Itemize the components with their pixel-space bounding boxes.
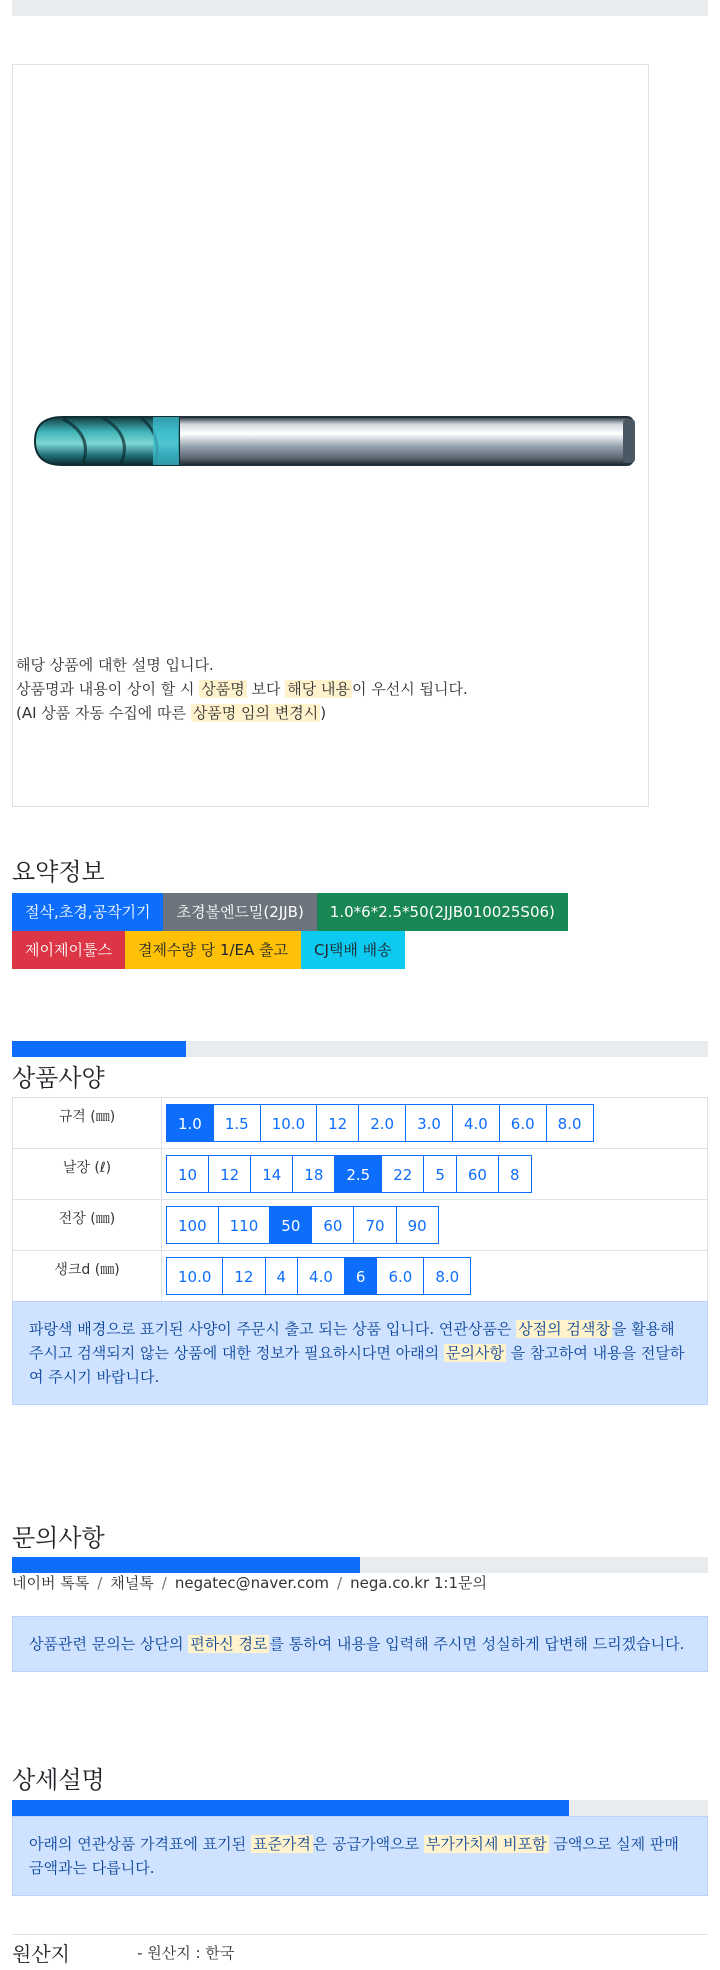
spec-option[interactable]: 60: [456, 1155, 499, 1193]
contact-links: [12, 1572, 487, 1593]
highlight-inquiry: 문의사항: [445, 1344, 504, 1362]
spec-option-selected[interactable]: 6: [344, 1257, 378, 1295]
spec-row: [13, 1098, 708, 1149]
spec-row-label: 규격 (㎜): [13, 1098, 162, 1149]
highlight-name-change: 상품명 임의 변경시: [192, 704, 319, 722]
email-link[interactable]: negatec@naver.com: [174, 1574, 330, 1592]
spec-option[interactable]: 12: [208, 1155, 251, 1193]
spec-row-options: [162, 1251, 708, 1302]
spec-option[interactable]: 14: [250, 1155, 293, 1193]
channel-talk-link[interactable]: 채널톡: [110, 1574, 154, 1592]
highlight-route: 편하신 경로: [190, 1635, 268, 1653]
spec-progress-bar: [12, 1041, 708, 1057]
spec-option[interactable]: 110: [218, 1206, 271, 1244]
origin-row: [12, 1934, 708, 1967]
spec-option[interactable]: 6.0: [376, 1257, 424, 1295]
spec-row-label: 날장 (ℓ): [13, 1149, 162, 1200]
spec-option[interactable]: 100: [166, 1206, 219, 1244]
detail-progress-fill: [12, 1800, 569, 1816]
spec-option[interactable]: 12: [316, 1104, 359, 1142]
spec-row-options: [162, 1200, 708, 1251]
spec-option[interactable]: 22: [381, 1155, 424, 1193]
spec-row-options: [162, 1149, 708, 1200]
spec-row: [13, 1251, 708, 1302]
highlight-content: 해당 내용: [287, 680, 351, 698]
spec-option-selected[interactable]: 50: [269, 1206, 312, 1244]
spec-option-selected[interactable]: 2.5: [334, 1155, 382, 1193]
spec-option[interactable]: 4: [265, 1257, 299, 1295]
spec-option[interactable]: 8.0: [423, 1257, 471, 1295]
inquiry-progress-fill: [12, 1557, 360, 1573]
product-type-badge: 초경볼엔드밀(2JJB): [163, 893, 316, 931]
badge-row-1: [12, 893, 712, 931]
link-separator: /: [97, 1574, 103, 1592]
spec-option[interactable]: 12: [222, 1257, 265, 1295]
origin-label: 원산지: [12, 1942, 70, 1966]
product-description: [16, 653, 468, 725]
top-bar: [12, 0, 708, 16]
spec-option[interactable]: 70: [353, 1206, 396, 1244]
spec-option-selected[interactable]: 1.0: [166, 1104, 214, 1142]
spec-option[interactable]: 1.5: [213, 1104, 261, 1142]
maker-badge: 제이제이툴스: [12, 931, 125, 969]
spec-option[interactable]: 4.0: [452, 1104, 500, 1142]
inquiry-title: 문의사항: [12, 1524, 105, 1552]
naver-talk-link[interactable]: 네이버 톡톡: [12, 1574, 90, 1592]
spec-option[interactable]: 10.0: [260, 1104, 317, 1142]
category-badge: 절삭,초경,공작기기: [12, 893, 163, 931]
spec-option[interactable]: 5: [423, 1155, 457, 1193]
desc-line-1: 해당 상품에 대한 설명 입니다.: [16, 656, 214, 674]
detail-notice: 아래의 연관상품 가격표에 표기된 표준가격 은 공급가액으로 부가가치세 비포함 금액으로 실제 판매금액과는 다릅니다.: [12, 1816, 708, 1896]
spec-option[interactable]: 10.0: [166, 1257, 223, 1295]
spec-option[interactable]: 2.0: [358, 1104, 406, 1142]
highlight-standard-price: 표준가격: [252, 1835, 311, 1853]
summary-badges: [12, 893, 712, 969]
spec-notice: 파랑색 배경으로 표기된 사양이 주문시 출고 되는 상품 입니다. 연관상품은 상점의 검색창 을 활용해 주시고 검색되지 않는 상품에 대한 정보가 필요하시다면 아래의 문의사항 을 참고하여 내용을 전달하여 주시기 바랍니다.: [12, 1301, 708, 1405]
highlight-search: 상점의 검색창: [518, 1320, 610, 1338]
spec-table: [12, 1097, 708, 1302]
spec-option[interactable]: 3.0: [405, 1104, 453, 1142]
detail-title: 상세설명: [12, 1766, 105, 1794]
highlight-product-name: 상품명: [201, 680, 245, 698]
shipping-badge: CJ택배 배송: [301, 931, 405, 969]
spec-option[interactable]: 6.0: [499, 1104, 547, 1142]
spec-option[interactable]: 90: [396, 1206, 439, 1244]
quantity-badge: 결제수량 당 1/EA 출고: [125, 931, 301, 969]
spec-title: 상품사양: [12, 1064, 105, 1092]
model-badge: 1.0*6*2.5*50(2JJB010025S06): [317, 893, 568, 931]
spec-row-label: 전장 (㎜): [13, 1200, 162, 1251]
spec-progress-fill: [12, 1041, 186, 1057]
spec-option[interactable]: 8: [498, 1155, 532, 1193]
spec-option[interactable]: 4.0: [297, 1257, 345, 1295]
link-separator: /: [161, 1574, 167, 1592]
summary-title: 요약정보: [12, 858, 105, 886]
spec-option[interactable]: 18: [292, 1155, 335, 1193]
spec-row-options: [162, 1098, 708, 1149]
origin-value: - 원산지 : 한국: [137, 1944, 235, 1962]
ball-endmill-image: [23, 405, 643, 477]
badge-row-2: [12, 931, 712, 969]
spec-option[interactable]: 10: [166, 1155, 209, 1193]
spec-row: [13, 1200, 708, 1251]
spec-row-label: 생크d (㎜): [13, 1251, 162, 1302]
inquiry-progress-bar: [12, 1557, 708, 1573]
desc-line-2: 상품명과 내용이 상이 할 시 상품명 보다 해당 내용 이 우선시 됩니다.: [16, 680, 468, 698]
link-separator: /: [337, 1574, 343, 1592]
spec-option[interactable]: 60: [311, 1206, 354, 1244]
one-to-one-inquiry-link[interactable]: nega.co.kr 1:1문의: [350, 1574, 487, 1592]
spec-option[interactable]: 8.0: [546, 1104, 594, 1142]
spec-row: [13, 1149, 708, 1200]
inquiry-notice: 상품관련 문의는 상단의 편하신 경로 를 통하여 내용을 입력해 주시면 성실하게 답변해 드리겠습니다.: [12, 1616, 708, 1672]
detail-progress-bar: [12, 1800, 708, 1816]
highlight-vat-excluded: 부가가치세 비포함: [425, 1835, 547, 1853]
desc-line-3: (AI 상품 자동 수집에 따른 상품명 임의 변경시 ): [16, 704, 327, 722]
